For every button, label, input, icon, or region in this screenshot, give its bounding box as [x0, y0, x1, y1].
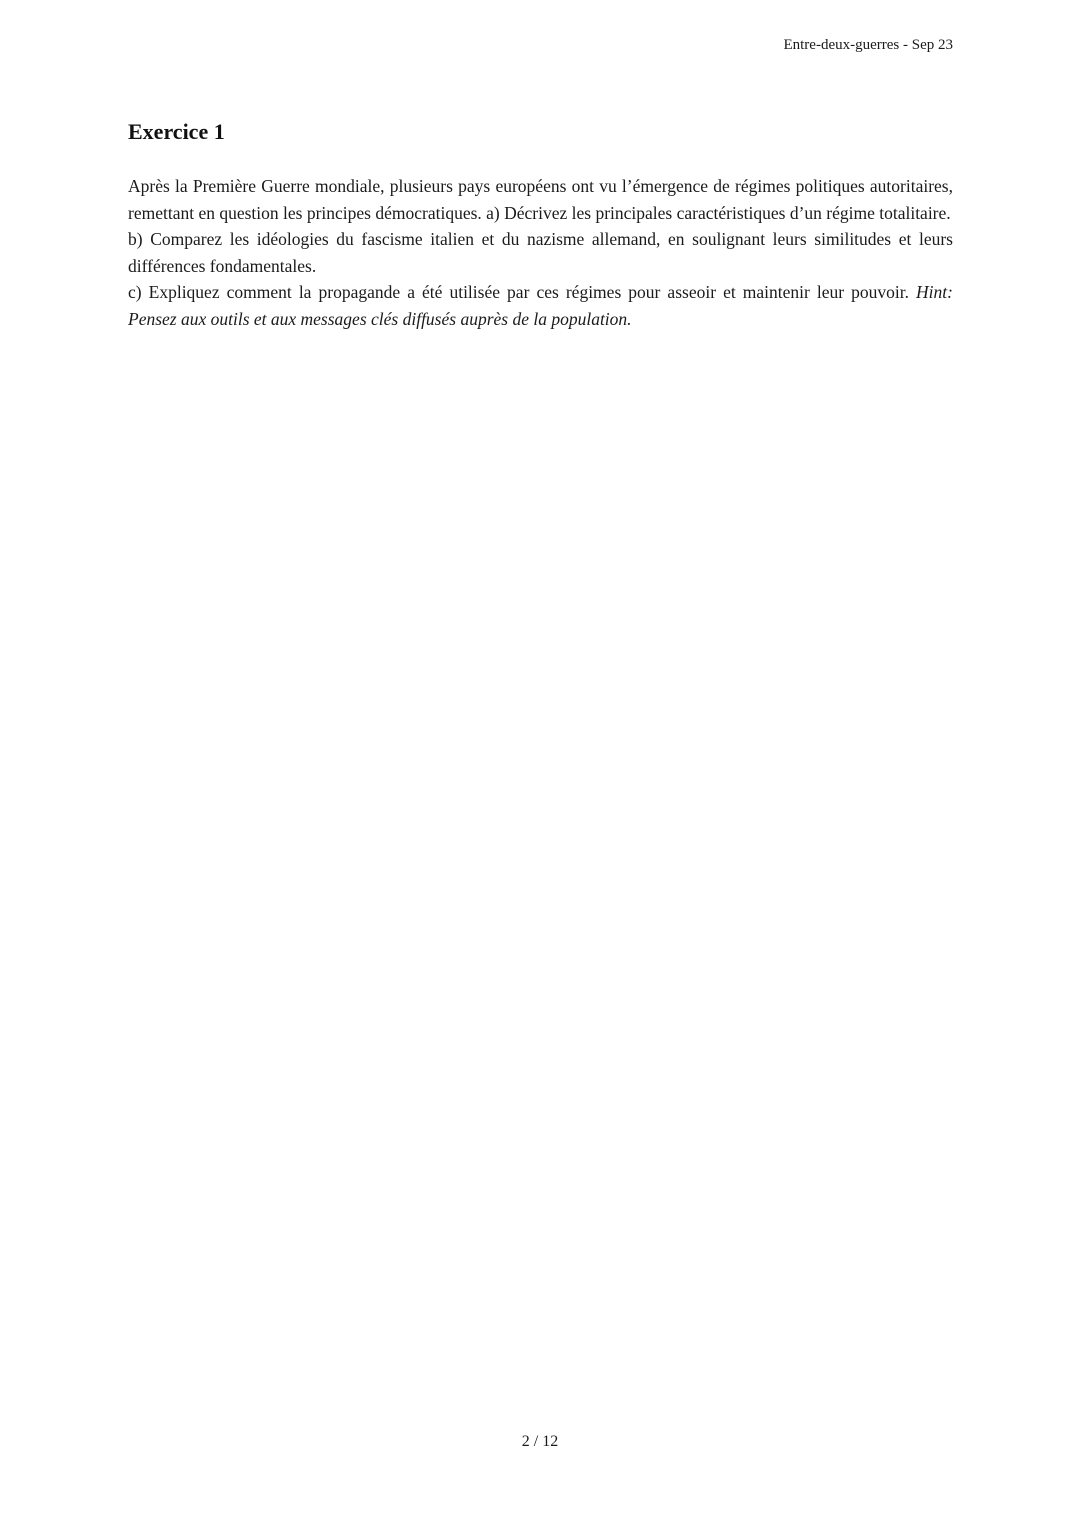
page-number: 2 / 12: [521, 1433, 559, 1450]
page-footer: [0, 1432, 1080, 1452]
exercise-paragraph-a: Après la Première Guerre mondiale, plusieurs pays européens ont vu l’émergence de régimes politiques autoritaires, remettant en question les principes démocratiques. a) Décrivez les principales caractéristiques d’un régime totalitaire.: [128, 176, 953, 223]
exercise-paragraph-c-text: c) Expliquez comment la propagande a été utilisée par ces régimes pour asseoir et maintenir leur pouvoir.: [128, 282, 917, 302]
exercise-title: Exercice 1: [128, 119, 225, 144]
exercise-paragraph-c-hint: Hint: Pensez aux outils et aux messages clés diffusés auprès de la population.: [128, 282, 953, 329]
exercise-paragraph-b: b) Comparez les idéologies du fascisme italien et du nazisme allemand, en soulignant leurs similitudes et leurs différences fondamentales.: [128, 229, 953, 276]
header-course-date: Entre-deux-guerres - Sep 23: [783, 37, 953, 53]
exercise-section: [128, 119, 953, 332]
exercise-paragraph-c: [128, 279, 953, 332]
page-header: [128, 36, 953, 54]
